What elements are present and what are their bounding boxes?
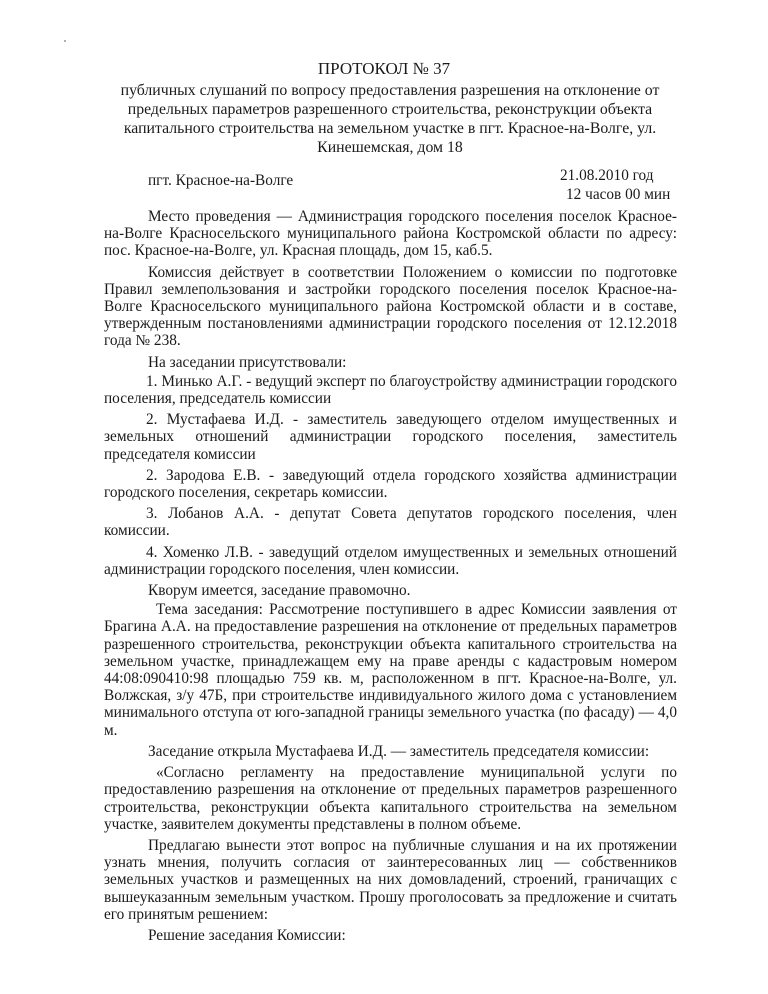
- member-item: 3. Лобанов А.А. - депутат Совета депутатов городского поселения, член комиссии.: [104, 505, 677, 540]
- venue-paragraph: Место проведения — Администрация городского поселения поселок Красное-на-Волге Красносельского муниципального района Костромской области по адресу: пос. Красное-на-Волге, ул. Красная площадь, дом 15, каб.5.: [104, 208, 677, 260]
- scan-speck: [64, 40, 66, 42]
- quorum-paragraph: Кворум имеется, заседание правомочно.: [148, 582, 411, 600]
- meeting-date: 21.08.2010 год: [560, 167, 654, 184]
- protocol-body: [104, 208, 677, 948]
- commission-paragraph: Комиссия действует в соответствии Положением о комиссии по подготовке Правил землепользования и застройки городского поселения поселок Красное-на-Волге Красносельского муниципального района Костромской области и в составе, утвержденным постановлениями администрации городского поселения от 12.12.2018 года № 238.: [104, 263, 677, 350]
- quote-paragraph: «Согласно регламенту на предоставление муниципальной услуги по предоставлению разрешения на отклонение от предельных параметров разрешенного строительства, реконструкции объекта капитального строительства на земельном участке, заявителем документы представлены в полном объеме.: [104, 764, 677, 833]
- member-item: 4. Хоменко Л.В. - заведущий отделом имущественных и земельных отношений администрации городского поселения, член комиссии.: [104, 543, 677, 578]
- opened-paragraph: Заседание открыла Мустафаева И.Д. — заместитель председателя комиссии:: [148, 742, 650, 760]
- member-item: 1. Минько А.Г. - ведущий эксперт по благоустройству администрации городского поселения, председатель комиссии: [104, 372, 677, 408]
- topic-paragraph: Тема заседания: Рассмотрение поступившего в адрес Комиссии заявления от Брагина А.А. на предоставление разрешения на отклонение от предельных параметров разрешенного строительства, реконструкции объекта капитального строительства на земельном участке, принадлежащем ему на праве аренды с кадастровым номером 44:08:090410:98 площадью 759 кв. м, расположенном в пгт. Красное-на-Волге, ул. Волжская, з/у 47Б, при строительстве индивидуального жилого дома с установлением минимального отступа от юго-западной границы земельного участка (по фасаду) — 4,0 м.: [104, 601, 677, 739]
- member-item: 2. Зародова Е.В. - заведующий отдела городского хозяйства администрации городского поселения, секретарь комиссии.: [104, 466, 677, 502]
- member-item: 2. Мустафаева И.Д. - заместитель заведующего отделом имущественных и земельных отношений администрации городского поселения, заместитель председателя комиссии: [104, 411, 677, 463]
- proposal-paragraph: Предлагаю вынести этот вопрос на публичные слушания и на их протяжении узнать мнения, получить согласия от заинтересованных лиц — собственников земельных участков и размещенных на них домовладений, строений, граничащих с вышеуказанным земельным участком. Прошу проголосовать за предложение и считать его принятым решением:: [104, 836, 677, 923]
- decision-heading: Решение заседания Комиссии:: [148, 926, 346, 944]
- protocol-subtitle: публичных слушаний по вопросу предоставления разрешения на отклонение от предельных параметров разрешенного строительства, реконструкции объекта капитального строительства на земельном участке в пгт. Красное-на-Волге, ул. Кинешемская, дом 18: [120, 82, 660, 156]
- protocol-title: ПРОТОКОЛ № 37: [317, 59, 451, 78]
- meeting-time: 12 часов 00 мин: [566, 186, 671, 203]
- meeting-place: пгт. Красное-на-Волге: [148, 172, 294, 189]
- present-heading: На заседании присутствовали:: [148, 353, 347, 371]
- meeting-datetime: [560, 166, 670, 204]
